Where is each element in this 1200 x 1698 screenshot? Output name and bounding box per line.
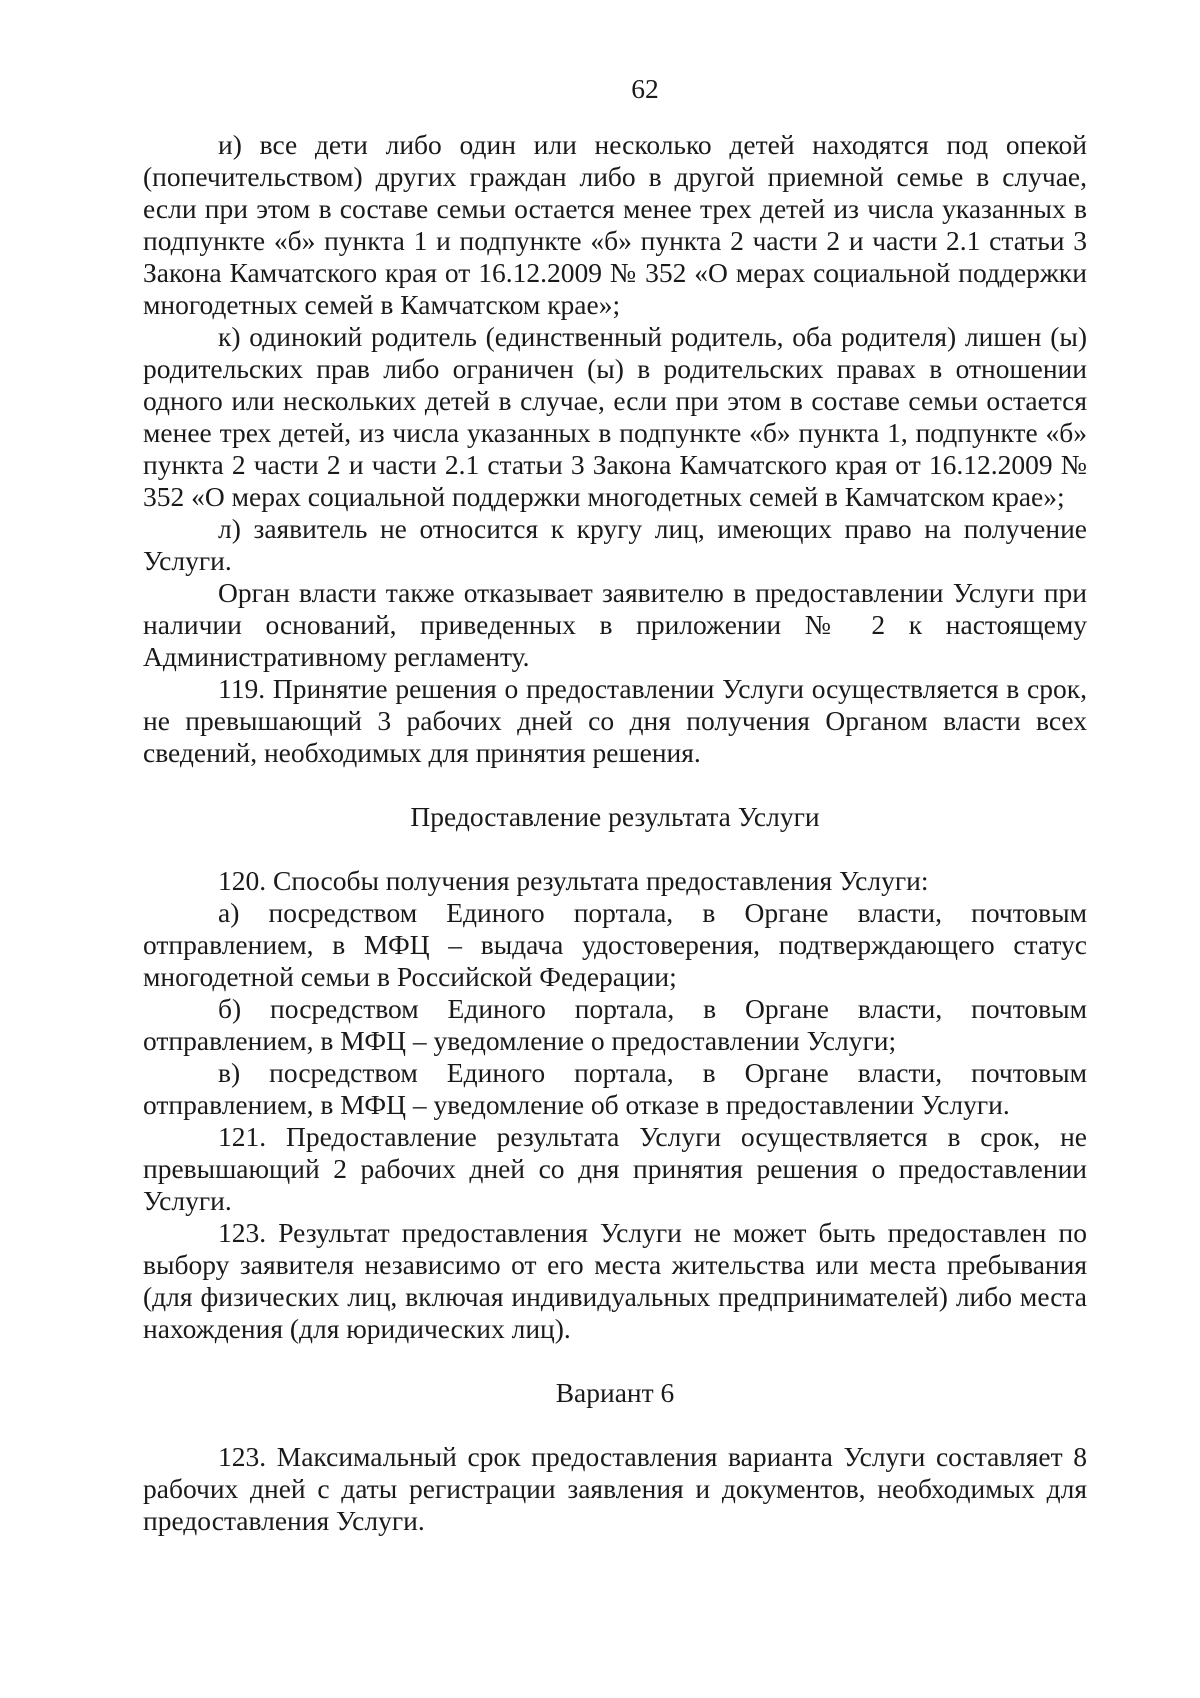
paragraph-120-v: в) посредством Единого портала, в Органе власти, почтовым отправлением, в МФЦ – уведомление об отказе в предоставлении Услуги.	[143, 1057, 1087, 1120]
paragraph-120-b: б) посредством Единого портала, в Органе власти, почтовым отправлением, в МФЦ – уведомление о предоставлении Услуги;	[143, 993, 1087, 1056]
section-heading-variant: Вариант 6	[555, 1377, 675, 1408]
paragraph-120: 120. Способы получения результата предоставления Услуги:	[218, 865, 929, 896]
paragraph-refusal-grounds: Орган власти также отказывает заявителю в предоставлении Услуги при наличии оснований, приведенных в приложении № 2 к настоящему Административному регламенту.	[143, 577, 1087, 672]
paragraph-item-i: и) все дети либо один или несколько детей находятся под опекой (попечительством) других граждан либо в другой приемной семье в случае, если при этом в составе семьи остается менее трех детей из числа указанных в подпункте «б» пункта 1 и подпункте «б» пункта 2 части 2 и части 2.1 статьи 3 Закона Камчатского края от 16.12.2009 № 352 «О мерах социальной поддержки многодетных семей в Камчатском крае»;	[143, 129, 1087, 320]
paragraph-123-term: 123. Максимальный срок предоставления варианта Услуги составляет 8 рабочих дней с даты регистрации заявления и документов, необходимых для предоставления Услуги.	[143, 1441, 1087, 1536]
paragraph-120-a: а) посредством Единого портала, в Органе власти, почтовым отправлением, в МФЦ – выдача удостоверения, подтверждающего статус многодетной семьи в Российской Федерации;	[143, 897, 1087, 992]
paragraph-item-k: к) одинокий родитель (единственный родитель, оба родителя) лишен (ы) родительских прав либо ограничен (ы) в родительских правах в отношении одного или нескольких детей в случае, если при этом в составе семьи остается менее трех детей, из числа указанных в подпункте «б» пункта 1, подпункте «б» пункта 2 части 2 и части 2.1 статьи 3 Закона Камчатского края от 16.12.2009 № 352 «О мерах социальной поддержки многодетных семей в Камчатском крае»;	[143, 321, 1087, 512]
paragraph-item-l: л) заявитель не относится к кругу лиц, имеющих право на получение Услуги.	[143, 513, 1087, 576]
paragraph-119: 119. Принятие решения о предоставлении Услуги осуществляется в срок, не превышающий 3 рабочих дней со дня получения Органом власти всех сведений, необходимых для принятия решения.	[143, 673, 1087, 768]
page-number: 62	[631, 73, 659, 104]
paragraph-121: 121. Предоставление результата Услуги осуществляется в срок, не превышающий 2 рабочих дней со дня принятия решения о предоставлении Услуги.	[143, 1121, 1087, 1216]
paragraph-123-result: 123. Результат предоставления Услуги не может быть предоставлен по выбору заявителя независимо от его места жительства или места пребывания (для физических лиц, включая индивидуальных предпринимателей) либо места нахождения (для юридических лиц).	[143, 1217, 1087, 1344]
section-heading-result: Предоставление результата Услуги	[410, 801, 820, 832]
